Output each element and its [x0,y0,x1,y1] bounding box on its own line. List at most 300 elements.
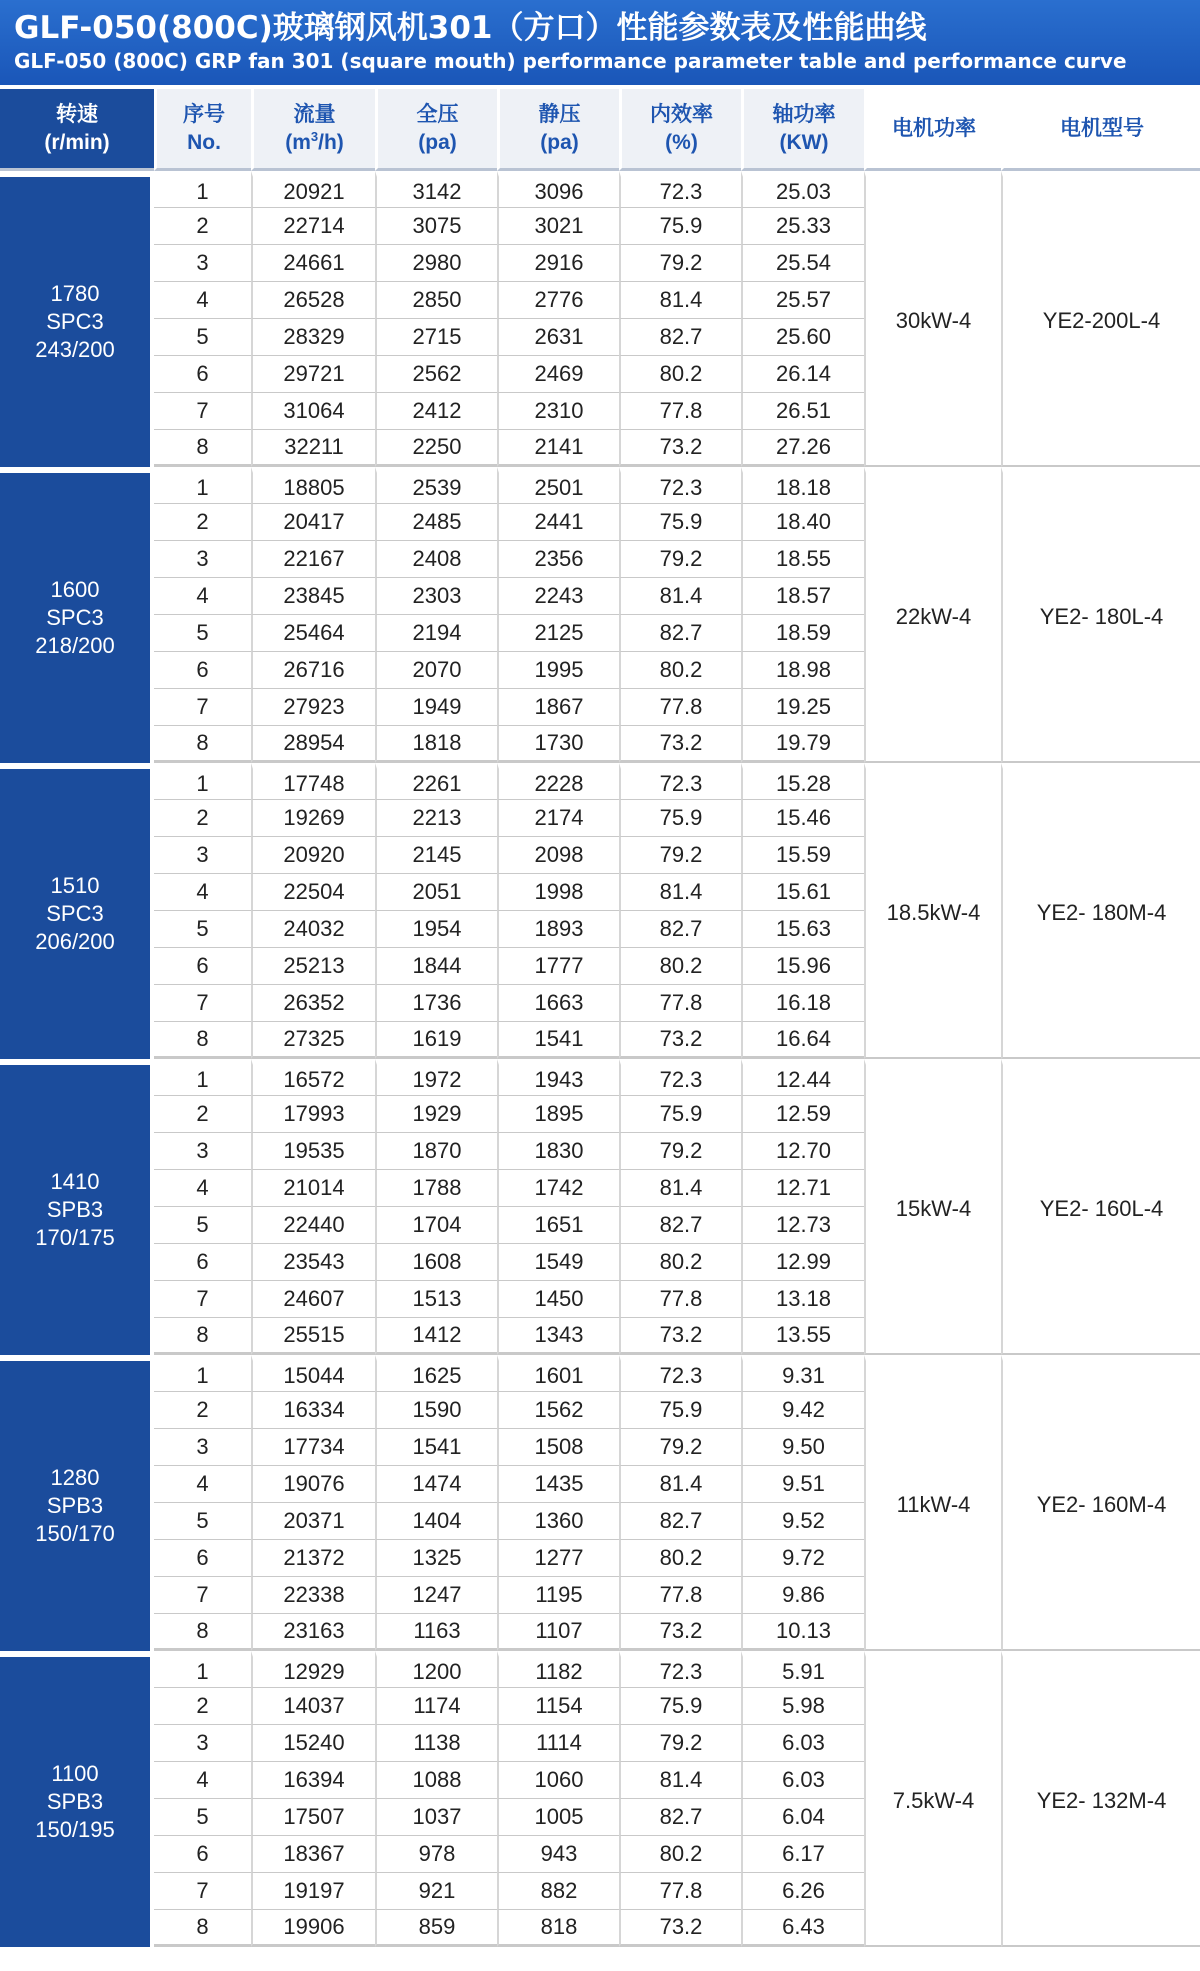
static-pressure-cell: 2631 [497,319,619,356]
efficiency-cell: 73.2 [619,1614,741,1651]
total-pressure-cell: 1247 [375,1577,497,1614]
shaft-power-cell: 13.18 [741,1281,864,1318]
speed-group-line: 1510 [50,873,100,898]
shaft-power-cell: 26.51 [741,393,864,430]
static-pressure-cell: 1651 [497,1207,619,1244]
efficiency-cell: 82.7 [619,615,741,652]
efficiency-cell: 81.4 [619,282,741,319]
efficiency-cell: 82.7 [619,1503,741,1540]
flow-cell: 28954 [251,726,375,763]
total-pressure-cell: 2261 [375,763,497,800]
table-row [0,1651,1200,1688]
static-pressure-cell: 2125 [497,615,619,652]
row-number-cell: 8 [154,430,251,467]
static-pressure-cell: 1005 [497,1799,619,1836]
total-pressure-cell: 2562 [375,356,497,393]
speed-group-line: 243/200 [35,337,115,362]
shaft-power-cell: 25.54 [741,245,864,282]
flow-cell: 15044 [251,1355,375,1392]
total-pressure-cell: 1590 [375,1392,497,1429]
header-total-pressure-unit: (pa) [418,130,457,154]
speed-group-cell [0,171,154,467]
total-pressure-cell: 2850 [375,282,497,319]
row-number-cell: 5 [154,319,251,356]
efficiency-cell: 82.7 [619,911,741,948]
efficiency-cell: 80.2 [619,652,741,689]
speed-group-line: 150/170 [35,1521,115,1546]
row-number-cell: 7 [154,1873,251,1910]
total-pressure-cell: 1404 [375,1503,497,1540]
total-pressure-cell: 2485 [375,504,497,541]
shaft-power-cell: 25.57 [741,282,864,319]
row-number-cell: 5 [154,615,251,652]
static-pressure-cell: 2441 [497,504,619,541]
flow-cell: 17507 [251,1799,375,1836]
row-number-cell: 6 [154,948,251,985]
flow-cell: 15240 [251,1725,375,1762]
speed-group-line: SPC3 [46,605,104,630]
efficiency-cell: 75.9 [619,800,741,837]
total-pressure-cell: 1608 [375,1244,497,1281]
static-pressure-cell: 1107 [497,1614,619,1651]
static-pressure-cell: 2174 [497,800,619,837]
shaft-power-cell: 27.26 [741,430,864,467]
table-row [0,467,1200,504]
total-pressure-cell: 2070 [375,652,497,689]
header-efficiency-label: 内效率 [650,102,713,126]
static-pressure-cell: 1830 [497,1133,619,1170]
flow-cell: 22167 [251,541,375,578]
flow-cell: 14037 [251,1688,375,1725]
efficiency-cell: 79.2 [619,837,741,874]
speed-group-line: 218/200 [35,633,115,658]
total-pressure-cell: 1704 [375,1207,497,1244]
table-body [0,171,1200,1947]
efficiency-cell: 82.7 [619,1799,741,1836]
shaft-power-cell: 18.98 [741,652,864,689]
speed-group-line: 1410 [50,1169,100,1194]
total-pressure-cell: 2250 [375,430,497,467]
flow-cell: 12929 [251,1651,375,1688]
shaft-power-cell: 6.04 [741,1799,864,1836]
flow-cell: 19535 [251,1133,375,1170]
row-number-cell: 4 [154,578,251,615]
static-pressure-cell: 1742 [497,1170,619,1207]
flow-cell: 16334 [251,1392,375,1429]
row-number-cell: 5 [154,1207,251,1244]
row-number-cell: 3 [154,1725,251,1762]
shaft-power-cell: 15.63 [741,911,864,948]
static-pressure-cell: 1549 [497,1244,619,1281]
row-number-cell: 1 [154,763,251,800]
row-number-cell: 8 [154,1318,251,1355]
static-pressure-cell: 1277 [497,1540,619,1577]
flow-cell: 26716 [251,652,375,689]
static-pressure-cell: 1508 [497,1429,619,1466]
shaft-power-cell: 16.18 [741,985,864,1022]
flow-cell: 17734 [251,1429,375,1466]
total-pressure-cell: 2145 [375,837,497,874]
header-speed [0,89,154,171]
total-pressure-cell: 1736 [375,985,497,1022]
row-number-cell: 3 [154,541,251,578]
flow-cell: 25515 [251,1318,375,1355]
flow-cell: 27325 [251,1022,375,1059]
static-pressure-cell: 1562 [497,1392,619,1429]
flow-cell: 20371 [251,1503,375,1540]
total-pressure-cell: 1513 [375,1281,497,1318]
table-row [0,763,1200,800]
total-pressure-cell: 2408 [375,541,497,578]
shaft-power-cell: 18.57 [741,578,864,615]
row-number-cell: 8 [154,1614,251,1651]
flow-cell: 20417 [251,504,375,541]
flow-cell: 16572 [251,1059,375,1096]
speed-group-line: SPB3 [46,1493,104,1518]
static-pressure-cell: 1601 [497,1355,619,1392]
header-row [0,89,1200,171]
header-efficiency [619,89,741,171]
static-pressure-cell: 3021 [497,208,619,245]
header-total-pressure-label: 全压 [416,102,459,126]
flow-cell: 21372 [251,1540,375,1577]
efficiency-cell: 72.3 [619,1651,741,1688]
flow-cell: 24607 [251,1281,375,1318]
speed-group-line: SPC3 [46,309,104,334]
total-pressure-cell: 1088 [375,1762,497,1799]
row-number-cell: 7 [154,985,251,1022]
row-number-cell: 4 [154,282,251,319]
header-flow-unit-suffix: /h) [318,130,344,154]
shaft-power-cell: 9.51 [741,1466,864,1503]
flow-cell: 31064 [251,393,375,430]
header-speed-unit: (r/min) [44,130,110,154]
flow-cell: 17748 [251,763,375,800]
header-motor-model: 电机型号 [1001,89,1200,171]
shaft-power-cell: 9.86 [741,1577,864,1614]
efficiency-cell: 75.9 [619,1392,741,1429]
shaft-power-cell: 12.70 [741,1133,864,1170]
static-pressure-cell: 1114 [497,1725,619,1762]
motor-model-cell: YE2-200L-4 [1001,171,1200,467]
row-number-cell: 4 [154,1170,251,1207]
speed-group-line: 150/195 [35,1817,115,1842]
efficiency-cell: 82.7 [619,319,741,356]
speed-group-cell [0,1355,154,1651]
static-pressure-cell: 882 [497,1873,619,1910]
shaft-power-cell: 6.17 [741,1836,864,1873]
total-pressure-cell: 1870 [375,1133,497,1170]
row-number-cell: 2 [154,1392,251,1429]
efficiency-cell: 72.3 [619,171,741,208]
efficiency-cell: 72.3 [619,467,741,504]
speed-group-cell [0,467,154,763]
flow-cell: 24032 [251,911,375,948]
speed-group-line: SPB3 [46,1789,104,1814]
shaft-power-cell: 16.64 [741,1022,864,1059]
row-number-cell: 4 [154,1466,251,1503]
total-pressure-cell: 1929 [375,1096,497,1133]
row-number-cell: 2 [154,208,251,245]
speed-group-cell [0,1059,154,1355]
static-pressure-cell: 1893 [497,911,619,948]
static-pressure-cell: 1343 [497,1318,619,1355]
flow-cell: 24661 [251,245,375,282]
static-pressure-cell: 1730 [497,726,619,763]
efficiency-cell: 82.7 [619,1207,741,1244]
shaft-power-cell: 18.18 [741,467,864,504]
row-number-cell: 3 [154,245,251,282]
performance-table [0,89,1200,1947]
flow-cell: 22504 [251,874,375,911]
row-number-cell: 1 [154,1059,251,1096]
speed-group-cell [0,1651,154,1947]
row-number-cell: 6 [154,1244,251,1281]
speed-group-line: 1600 [50,577,100,602]
row-number-cell: 5 [154,1799,251,1836]
shaft-power-cell: 6.03 [741,1725,864,1762]
row-number-cell: 1 [154,1651,251,1688]
shaft-power-cell: 18.55 [741,541,864,578]
efficiency-cell: 77.8 [619,985,741,1022]
efficiency-cell: 79.2 [619,541,741,578]
static-pressure-cell: 1435 [497,1466,619,1503]
header-shaft-power-unit: (KW) [779,130,829,154]
header-shaft-power [741,89,864,171]
efficiency-cell: 79.2 [619,1725,741,1762]
static-pressure-cell: 1450 [497,1281,619,1318]
table-row [0,1059,1200,1096]
total-pressure-cell: 1200 [375,1651,497,1688]
row-number-cell: 3 [154,1133,251,1170]
efficiency-cell: 80.2 [619,1836,741,1873]
shaft-power-cell: 9.50 [741,1429,864,1466]
flow-cell: 22338 [251,1577,375,1614]
flow-cell: 19269 [251,800,375,837]
efficiency-cell: 77.8 [619,1577,741,1614]
static-pressure-cell: 1663 [497,985,619,1022]
shaft-power-cell: 5.98 [741,1688,864,1725]
total-pressure-cell: 2051 [375,874,497,911]
efficiency-cell: 75.9 [619,504,741,541]
shaft-power-cell: 12.44 [741,1059,864,1096]
flow-cell: 21014 [251,1170,375,1207]
shaft-power-cell: 26.14 [741,356,864,393]
flow-cell: 19906 [251,1910,375,1947]
speed-group-line: 1100 [51,1761,99,1786]
shaft-power-cell: 12.73 [741,1207,864,1244]
header-no-unit: No. [187,130,221,154]
shaft-power-cell: 6.43 [741,1910,864,1947]
total-pressure-cell: 2539 [375,467,497,504]
static-pressure-cell: 1541 [497,1022,619,1059]
shaft-power-cell: 5.91 [741,1651,864,1688]
speed-group-line: SPB3 [46,1197,104,1222]
total-pressure-cell: 1949 [375,689,497,726]
flow-cell: 29721 [251,356,375,393]
total-pressure-cell: 1625 [375,1355,497,1392]
shaft-power-cell: 9.52 [741,1503,864,1540]
flow-cell: 18805 [251,467,375,504]
efficiency-cell: 77.8 [619,1873,741,1910]
speed-group-line: 1280 [50,1465,100,1490]
flow-cell: 23163 [251,1614,375,1651]
header-flow-unit-prefix: (m [285,130,311,154]
efficiency-cell: 73.2 [619,1318,741,1355]
flow-cell: 16394 [251,1762,375,1799]
total-pressure-cell: 1412 [375,1318,497,1355]
static-pressure-cell: 2141 [497,430,619,467]
static-pressure-cell: 1777 [497,948,619,985]
efficiency-cell: 75.9 [619,208,741,245]
row-number-cell: 8 [154,1910,251,1947]
static-pressure-cell: 1867 [497,689,619,726]
efficiency-cell: 72.3 [619,1059,741,1096]
static-pressure-cell: 1195 [497,1577,619,1614]
row-number-cell: 4 [154,1762,251,1799]
row-number-cell: 1 [154,1355,251,1392]
total-pressure-cell: 1844 [375,948,497,985]
motor-power-cell: 18.5kW-4 [864,763,1001,1059]
shaft-power-cell: 18.40 [741,504,864,541]
static-pressure-cell: 2501 [497,467,619,504]
total-pressure-cell: 1474 [375,1466,497,1503]
efficiency-cell: 80.2 [619,1244,741,1281]
total-pressure-cell: 1818 [375,726,497,763]
shaft-power-cell: 15.96 [741,948,864,985]
static-pressure-cell: 1995 [497,652,619,689]
efficiency-cell: 81.4 [619,1466,741,1503]
static-pressure-cell: 2916 [497,245,619,282]
total-pressure-cell: 1174 [375,1688,497,1725]
efficiency-cell: 75.9 [619,1688,741,1725]
shaft-power-cell: 9.31 [741,1355,864,1392]
total-pressure-cell: 978 [375,1836,497,1873]
flow-cell: 23845 [251,578,375,615]
shaft-power-cell: 25.60 [741,319,864,356]
table-row [0,1355,1200,1392]
row-number-cell: 1 [154,171,251,208]
shaft-power-cell: 12.71 [741,1170,864,1207]
row-number-cell: 8 [154,1022,251,1059]
total-pressure-cell: 2980 [375,245,497,282]
row-number-cell: 5 [154,911,251,948]
header-flow-unit [254,129,375,157]
total-pressure-cell: 2412 [375,393,497,430]
row-number-cell: 2 [154,504,251,541]
static-pressure-cell: 2776 [497,282,619,319]
speed-group-line: 170/175 [35,1225,115,1250]
flow-cell: 25464 [251,615,375,652]
header-total-pressure [375,89,497,171]
header-flow [251,89,375,171]
shaft-power-cell: 19.25 [741,689,864,726]
shaft-power-cell: 25.33 [741,208,864,245]
static-pressure-cell: 2469 [497,356,619,393]
row-number-cell: 7 [154,393,251,430]
table-row [0,171,1200,208]
efficiency-cell: 73.2 [619,430,741,467]
row-number-cell: 7 [154,1281,251,1318]
row-number-cell: 5 [154,1503,251,1540]
shaft-power-cell: 10.13 [741,1614,864,1651]
total-pressure-cell: 3075 [375,208,497,245]
header-no [154,89,251,171]
header-speed-label: 转速 [56,102,98,126]
total-pressure-cell: 921 [375,1873,497,1910]
row-number-cell: 6 [154,1836,251,1873]
efficiency-cell: 81.4 [619,578,741,615]
flow-cell: 23543 [251,1244,375,1281]
shaft-power-cell: 12.59 [741,1096,864,1133]
row-number-cell: 3 [154,1429,251,1466]
flow-cell: 27923 [251,689,375,726]
row-number-cell: 2 [154,1688,251,1725]
efficiency-cell: 77.8 [619,1281,741,1318]
static-pressure-cell: 1182 [497,1651,619,1688]
row-number-cell: 8 [154,726,251,763]
header-motor-power: 电机功率 [864,89,1001,171]
header-flow-label: 流量 [293,102,336,126]
flow-cell: 22714 [251,208,375,245]
efficiency-cell: 79.2 [619,1429,741,1466]
row-number-cell: 1 [154,467,251,504]
speed-group-line: 206/200 [35,929,115,954]
speed-group-line: SPC3 [46,901,104,926]
static-pressure-cell: 1060 [497,1762,619,1799]
row-number-cell: 2 [154,800,251,837]
static-pressure-cell: 1154 [497,1688,619,1725]
flow-cell: 25213 [251,948,375,985]
motor-model-cell: YE2- 180L-4 [1001,467,1200,763]
efficiency-cell: 72.3 [619,1355,741,1392]
total-pressure-cell: 1325 [375,1540,497,1577]
total-pressure-cell: 1037 [375,1799,497,1836]
static-pressure-cell: 2356 [497,541,619,578]
shaft-power-cell: 9.42 [741,1392,864,1429]
shaft-power-cell: 13.55 [741,1318,864,1355]
speed-group-line: 1780 [50,281,100,306]
flow-cell: 18367 [251,1836,375,1873]
shaft-power-cell: 18.59 [741,615,864,652]
efficiency-cell: 81.4 [619,1762,741,1799]
total-pressure-cell: 1619 [375,1022,497,1059]
flow-cell: 32211 [251,430,375,467]
flow-cell: 28329 [251,319,375,356]
row-number-cell: 7 [154,689,251,726]
efficiency-cell: 73.2 [619,726,741,763]
total-pressure-cell: 1788 [375,1170,497,1207]
flow-cell: 20920 [251,837,375,874]
motor-power-cell: 22kW-4 [864,467,1001,763]
efficiency-cell: 75.9 [619,1096,741,1133]
total-pressure-cell: 1954 [375,911,497,948]
static-pressure-cell: 2098 [497,837,619,874]
motor-model-cell: YE2- 160L-4 [1001,1059,1200,1355]
total-pressure-cell: 2194 [375,615,497,652]
efficiency-cell: 77.8 [619,393,741,430]
flow-cell: 26528 [251,282,375,319]
static-pressure-cell: 2310 [497,393,619,430]
title-banner [0,0,1200,85]
shaft-power-cell: 12.99 [741,1244,864,1281]
shaft-power-cell: 19.79 [741,726,864,763]
flow-cell: 20921 [251,171,375,208]
row-number-cell: 6 [154,356,251,393]
efficiency-cell: 81.4 [619,1170,741,1207]
header-static-pressure-label: 静压 [538,102,581,126]
flow-cell: 19076 [251,1466,375,1503]
